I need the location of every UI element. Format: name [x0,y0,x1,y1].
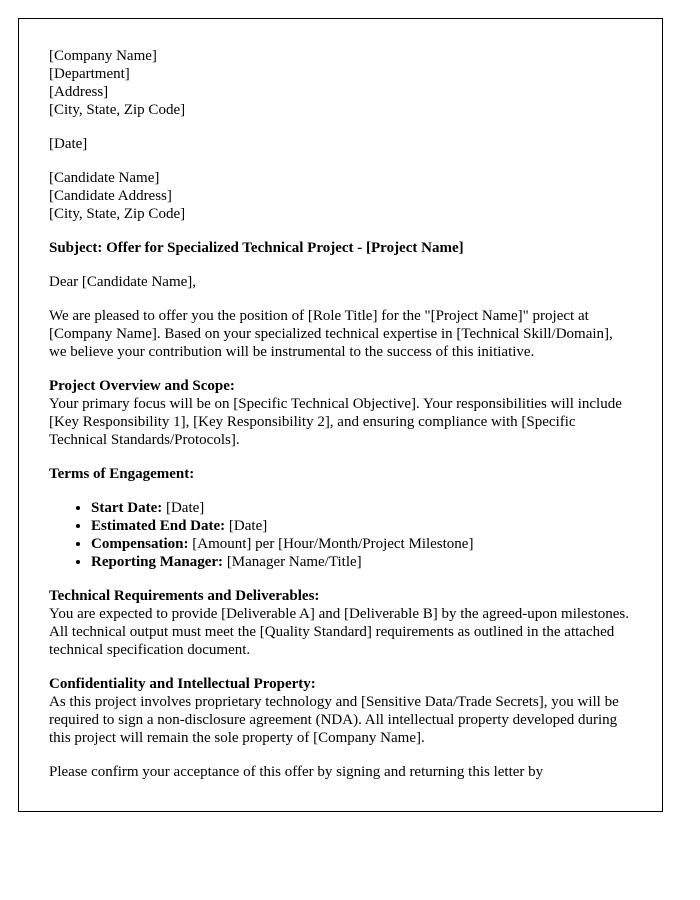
term-label: Reporting Manager: [91,554,224,570]
terms-list [49,499,630,571]
section-confidentiality [49,675,630,747]
terms-of-engagement-heading: Terms of Engagement: [49,466,195,482]
term-value: [Date] [165,500,205,516]
term-value: [Date] [228,518,268,534]
confidentiality-heading: Confidentiality and Intellectual Property: [49,676,316,692]
subject-line: Subject: Offer for Specialized Technical Project - [Project Name] [49,240,464,256]
term-compensation [91,535,630,553]
offer-letter-page [18,18,663,812]
term-value: [Manager Name/Title] [226,554,362,570]
technical-requirements-body: You are expected to provide [Deliverable A] and [Deliverable B] by the agreed-upon milestones. All technical output must meet the [Quality Standard] requirements as outlined in the attached technical specification document. [49,606,629,658]
candidate-address-line: [Candidate Address] [49,188,172,204]
sender-address-line: [Address] [49,84,109,100]
section-project-overview [49,377,630,449]
date-line: [Date] [49,136,88,152]
term-start-date [91,499,630,517]
closing-line: Please confirm your acceptance of this offer by signing and returning this letter by [49,764,544,780]
project-overview-heading: Project Overview and Scope: [49,378,235,394]
term-label: Start Date: [91,500,163,516]
term-value: [Amount] per [Hour/Month/Project Milestone] [192,536,474,552]
candidate-city-state-zip-line: [City, State, Zip Code] [49,206,186,222]
salutation: Dear [Candidate Name], [49,274,197,290]
sender-company-line: [Company Name] [49,48,157,64]
confidentiality-body: As this project involves proprietary technology and [Sensitive Data/Trade Secrets], you will be required to sign a non-disclosure agreement (NDA). All intellectual property developed during this project will remain the sole property of [Company Name]. [49,694,619,746]
intro-paragraph: We are pleased to offer you the position of [Role Title] for the "[Project Name]" project at [Company Name]. Based on your specialized technical expertise in [Technical Skill/Domain], we believe your contribution will be instrumental to the success of this initiative. [49,308,613,360]
project-overview-body: Your primary focus will be on [Specific Technical Objective]. Your responsibilities will include [Key Responsibility 1], [Key Responsibility 2], and ensuring compliance with [Specific Technical Standards/Protocols]. [49,396,622,448]
term-label: Estimated End Date: [91,518,226,534]
sender-city-state-zip-line: [City, State, Zip Code] [49,102,186,118]
section-technical-requirements [49,587,630,659]
term-end-date [91,517,630,535]
term-label: Compensation: [91,536,189,552]
sender-department-line: [Department] [49,66,130,82]
technical-requirements-heading: Technical Requirements and Deliverables: [49,588,320,604]
candidate-name-line: [Candidate Name] [49,170,160,186]
sender-address-block [49,47,630,119]
recipient-address-block [49,169,630,223]
term-reporting-manager [91,553,630,571]
